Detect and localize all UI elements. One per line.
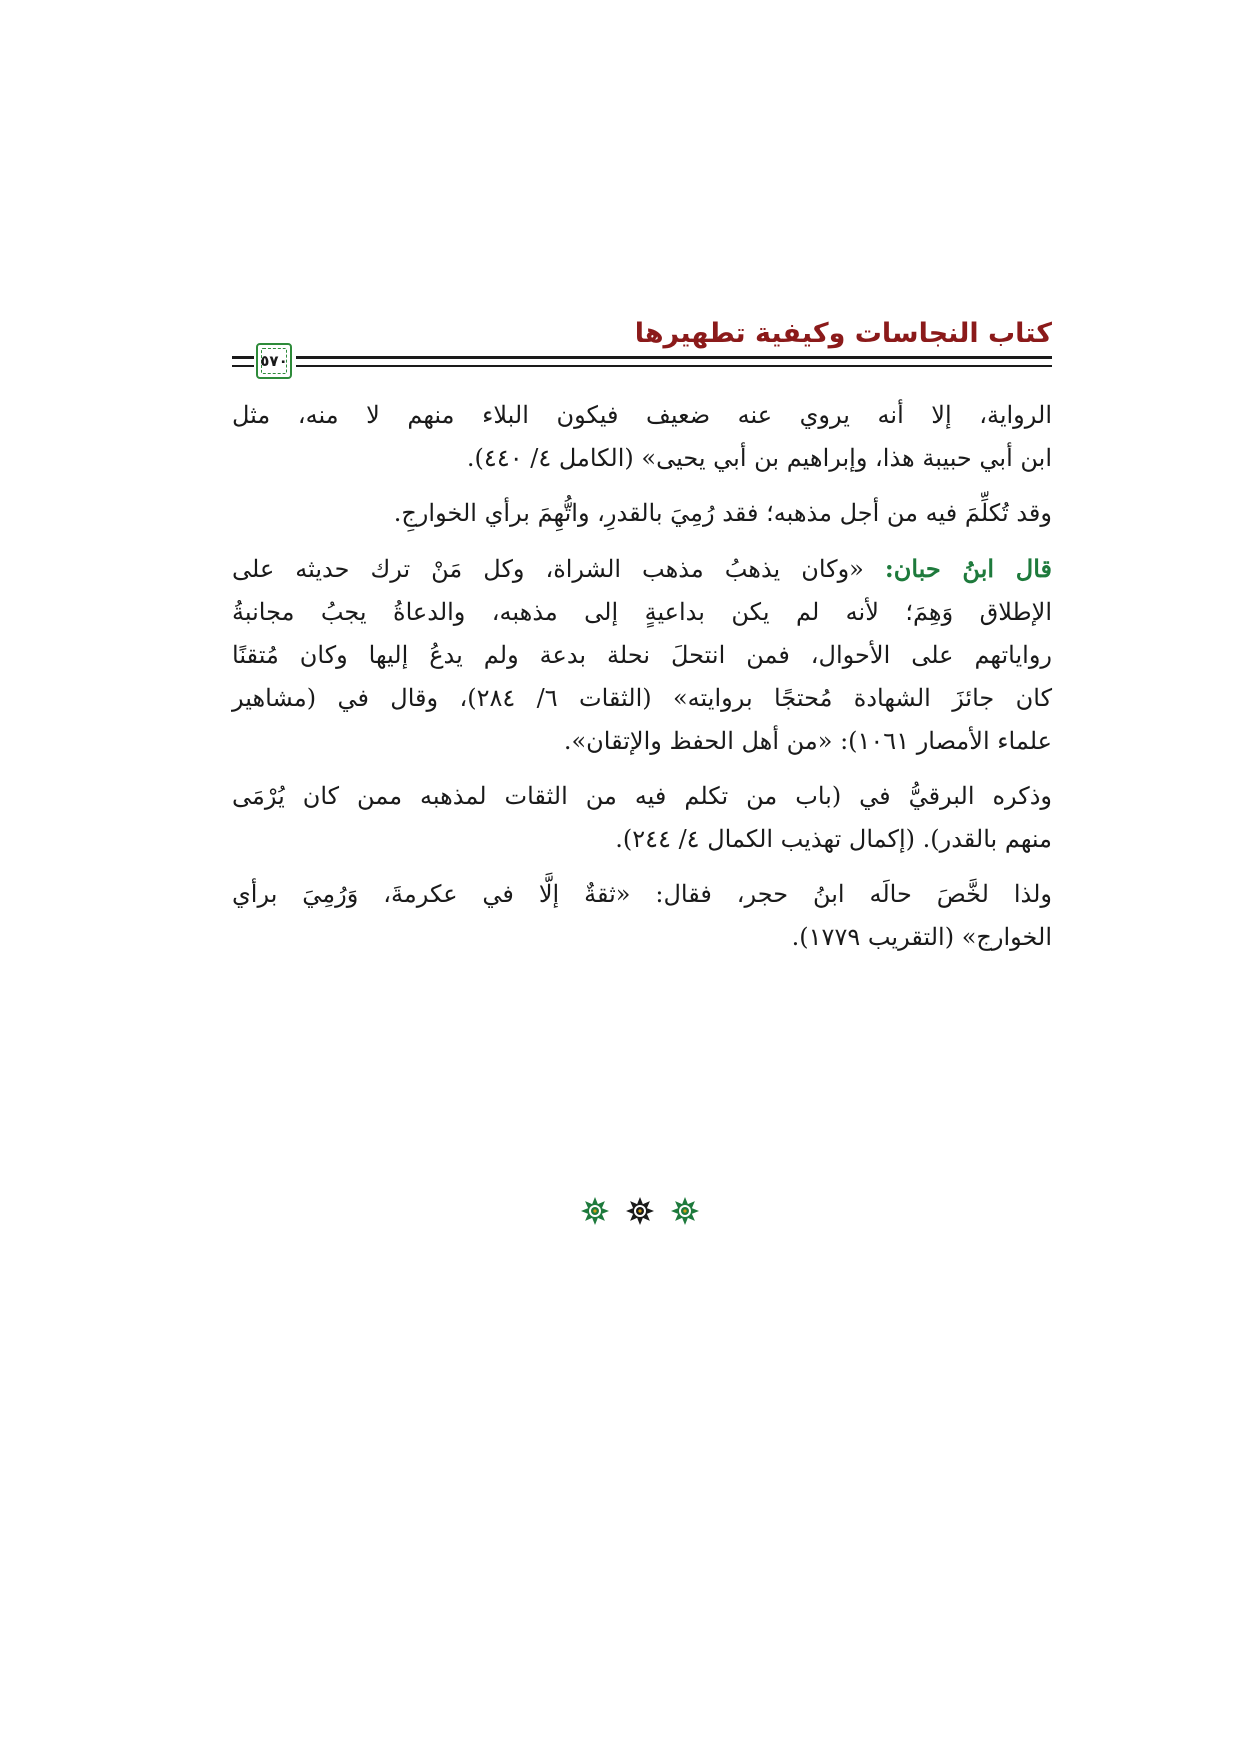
text-line: علماء الأمصار ١٠٦١): «من أهل الحفظ والإتقان». — [563, 727, 1052, 755]
text-line: رواياتهم على الأحوال، فمن انتحلَ نحلة بدعة ولم يدعُ إليها وكان مُتقنًا — [232, 641, 1052, 669]
body-text — [232, 394, 1052, 971]
flower-ornament-icon — [670, 1196, 700, 1226]
paragraph — [232, 394, 1052, 480]
book-title: كتاب النجاسات وكيفية تطهيرها — [634, 318, 1052, 349]
text-line: منهم بالقدر). (إكمال تهذيب الكمال ٤/ ٢٤٤). — [615, 825, 1052, 853]
text-line: وقد تُكلِّمَ فيه من أجل مذهبه؛ فقد رُمِيَ بالقدرِ، واتُّهِمَ برأي الخوارجِ. — [393, 499, 1052, 527]
flower-ornament-icon — [625, 1196, 655, 1226]
page-header — [232, 318, 1052, 388]
paragraph — [232, 873, 1052, 959]
section-end-ornament — [580, 1195, 700, 1227]
header-rule-bottom — [296, 365, 1052, 367]
text-segment: «وكان يذهبُ مذهب الشراة، وكل مَنْ ترك حديثه على — [232, 555, 864, 583]
page-number: ٥٧٠ — [260, 352, 288, 370]
header-rule-left-top — [232, 356, 254, 359]
page-number-badge — [256, 343, 292, 379]
text-line: الرواية، إلا أنه يروي عنه ضعيف فيكون البلاء منهم لا منه، مثل — [232, 401, 1052, 429]
flower-ornament-icon — [580, 1196, 610, 1226]
text-line: الخوارج» (التقريب ١٧٧٩). — [791, 923, 1052, 951]
text-line: وذكره البرقيُّ في (باب من تكلم فيه من الثقات لمذهبه ممن كان يُرْمَى — [232, 782, 1052, 810]
text-line: الإطلاق وَهِمَ؛ لأنه لم يكن بداعيةٍ إلى مذهبه، والدعاةُ يجبُ مجانبةُ — [232, 598, 1052, 626]
text-line: ولذا لخَّصَ حالَه ابنُ حجر، فقال: «ثقةٌ إلَّا في عكرمةَ، وَرُمِيَ برأي — [232, 880, 1052, 908]
text-line: كان جائزَ الشهادة مُحتجًا بروايته» (الثقات ٦/ ٢٨٤)، وقال في (مشاهير — [232, 684, 1052, 712]
paragraph — [232, 492, 1052, 535]
text-line — [232, 547, 1052, 591]
paragraph-ibn-hibban — [232, 547, 1052, 763]
header-rule-top — [296, 356, 1052, 359]
header-rule-left-bottom — [232, 365, 254, 367]
speaker-label: قال ابنُ حبان: — [884, 554, 1052, 583]
paragraph — [232, 775, 1052, 861]
text-line: ابن أبي حبيبة هذا، وإبراهيم بن أبي يحيى» (الكامل ٤/ ٤٤٠). — [466, 444, 1052, 472]
